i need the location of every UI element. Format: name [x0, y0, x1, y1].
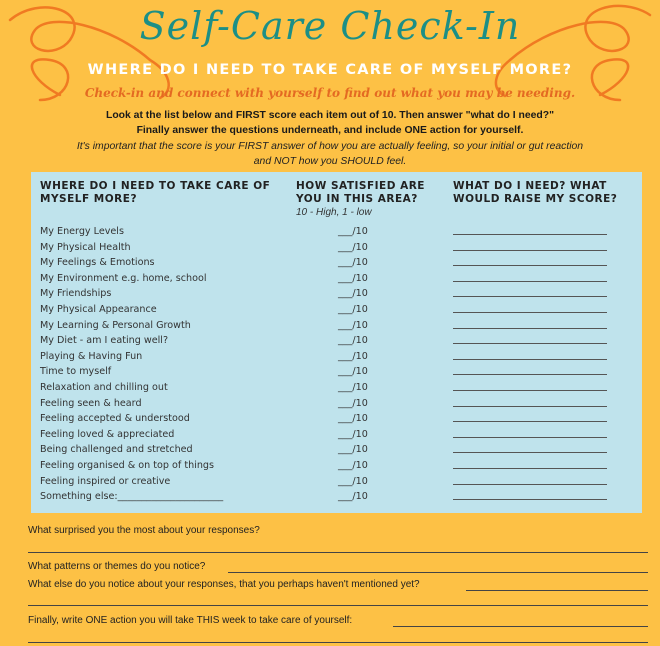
need-answer-line[interactable]: [453, 421, 607, 422]
checkin-row-label: Relaxation and chilling out: [40, 382, 168, 393]
score-blank[interactable]: ___/10: [338, 350, 368, 362]
instruction-line-1: Look at the list below and FIRST score each item out of 10. Then answer "what do I need?": [105, 110, 555, 121]
need-answer-line[interactable]: [453, 406, 607, 407]
question-notice: What else do you notice about your responses, that you perhaps haven't mentioned yet?: [28, 579, 420, 590]
checkin-row: [31, 382, 642, 398]
need-answer-line[interactable]: [453, 374, 607, 375]
checkin-row-label: My Energy Levels: [40, 226, 124, 237]
need-answer-line[interactable]: [453, 390, 607, 391]
checkin-row: [31, 288, 642, 304]
checkin-row: [31, 273, 642, 289]
answer-line-surprised[interactable]: [28, 552, 648, 553]
checkin-row: [31, 491, 642, 507]
checkin-table: [31, 172, 642, 513]
need-answer-line[interactable]: [453, 484, 607, 485]
checkin-row-label: Feeling inspired or creative: [40, 475, 171, 487]
score-blank[interactable]: ___/10: [338, 444, 368, 456]
checkin-row: [31, 413, 642, 429]
score-blank[interactable]: ___/10: [338, 460, 368, 471]
need-answer-line[interactable]: [453, 281, 607, 282]
page-title: Self-Care Check-In: [139, 4, 521, 48]
column-header-area-line-2: MYSELF MORE?: [40, 193, 138, 205]
need-answer-line[interactable]: [453, 234, 607, 235]
checkin-row-label: My Feelings & Emotions: [40, 257, 155, 269]
checkin-row-label: My Environment e.g. home, school: [40, 272, 207, 284]
answer-line-notice-2[interactable]: [28, 605, 648, 606]
score-blank[interactable]: ___/10: [338, 226, 368, 237]
score-blank[interactable]: ___/10: [338, 366, 368, 378]
score-blank[interactable]: ___/10: [338, 257, 368, 269]
checkin-row-label: My Physical Appearance: [40, 304, 157, 315]
checkin-row-label: Feeling seen & heard: [40, 397, 142, 409]
column-header-needs-line-2: WOULD RAISE MY SCORE?: [453, 193, 618, 205]
checkin-row-label: Feeling accepted & understood: [40, 413, 190, 425]
score-blank[interactable]: ___/10: [338, 335, 368, 347]
checkin-row: [31, 460, 642, 476]
checkin-row-label: My Physical Health: [40, 241, 131, 253]
checkin-row: [31, 351, 642, 367]
score-blank[interactable]: ___/10: [338, 319, 368, 331]
checkin-row: [31, 242, 642, 258]
checkin-row: [31, 398, 642, 414]
checkin-row-label: My Friendships: [40, 288, 112, 300]
question-patterns: What patterns or themes do you notice?: [28, 561, 206, 572]
checkin-row-label: Being challenged and stretched: [40, 444, 193, 456]
need-answer-line[interactable]: [453, 328, 607, 329]
checkin-row-label: Time to myself: [40, 366, 112, 378]
column-header-satisfaction-line-2: YOU IN THIS AREA?: [296, 193, 418, 205]
column-header-area-line-1: WHERE DO I NEED TO TAKE CARE OF: [40, 180, 271, 192]
answer-line-action[interactable]: [393, 626, 648, 627]
checkin-row: [31, 304, 642, 320]
score-blank[interactable]: ___/10: [338, 382, 368, 393]
instruction-note-2: and NOT how you SHOULD feel.: [253, 156, 407, 167]
instruction-note-1: It's important that the score is your FIRST answer of how you are actually feeling, so your initial or gut reaction: [76, 141, 584, 152]
answer-line-notice[interactable]: [466, 590, 648, 591]
checkin-row-label: My Learning & Personal Growth: [40, 319, 191, 331]
need-answer-line[interactable]: [453, 250, 607, 251]
checkin-row: [31, 444, 642, 460]
checkin-row: [31, 476, 642, 492]
instruction-line-2: Finally answer the questions underneath, and include ONE action for yourself.: [136, 125, 524, 136]
column-header-satisfaction: [296, 180, 425, 206]
need-answer-line[interactable]: [453, 343, 607, 344]
question-action: Finally, write ONE action you will take THIS week to take care of yourself:: [28, 615, 353, 626]
checkin-row: [31, 257, 642, 273]
column-header-satisfaction-line-1: HOW SATISFIED ARE: [296, 180, 425, 192]
need-answer-line[interactable]: [453, 359, 607, 360]
checkin-row-label: My Diet - am I eating well?: [40, 335, 169, 347]
column-header-needs-line-1: WHAT DO I NEED? WHAT: [453, 180, 607, 192]
score-blank[interactable]: ___/10: [338, 304, 368, 315]
question-surprised: What surprised you the most about your responses?: [28, 525, 260, 536]
need-answer-line[interactable]: [453, 468, 607, 469]
score-blank[interactable]: ___/10: [338, 428, 368, 440]
need-answer-line[interactable]: [453, 265, 607, 266]
tagline: Check-in and connect with yourself to find out what you may be needing.: [84, 86, 576, 100]
score-scale-note: 10 - High, 1 - low: [296, 207, 372, 218]
answer-line-action-2[interactable]: [28, 642, 648, 643]
score-blank[interactable]: ___/10: [338, 397, 368, 409]
score-blank[interactable]: ___/10: [338, 288, 368, 300]
answer-line-patterns[interactable]: [228, 572, 648, 573]
score-blank[interactable]: ___/10: [338, 475, 368, 487]
checkin-row: [31, 335, 642, 351]
need-answer-line[interactable]: [453, 452, 607, 453]
checkin-row: [31, 429, 642, 445]
need-answer-line[interactable]: [453, 437, 607, 438]
need-answer-line[interactable]: [453, 312, 607, 313]
page-subtitle: WHERE DO I NEED TO TAKE CARE OF MYSELF MORE?: [87, 62, 573, 78]
need-answer-line[interactable]: [453, 499, 607, 500]
checkin-row-label: Something else:______________________: [40, 491, 224, 503]
column-header-needs: [453, 180, 617, 206]
checkin-row-label: Feeling loved & appreciated: [40, 428, 175, 440]
checkin-row-label: Feeling organised & on top of things: [40, 460, 215, 471]
checkin-row: [31, 366, 642, 382]
score-blank[interactable]: ___/10: [338, 413, 368, 425]
need-answer-line[interactable]: [453, 296, 607, 297]
score-blank[interactable]: ___/10: [338, 491, 368, 503]
checkin-row-label: Playing & Having Fun: [40, 350, 143, 362]
checkin-row: [31, 226, 642, 242]
checkin-row: [31, 320, 642, 336]
score-blank[interactable]: ___/10: [338, 272, 368, 284]
column-header-area: [40, 180, 270, 206]
score-blank[interactable]: ___/10: [338, 241, 368, 253]
